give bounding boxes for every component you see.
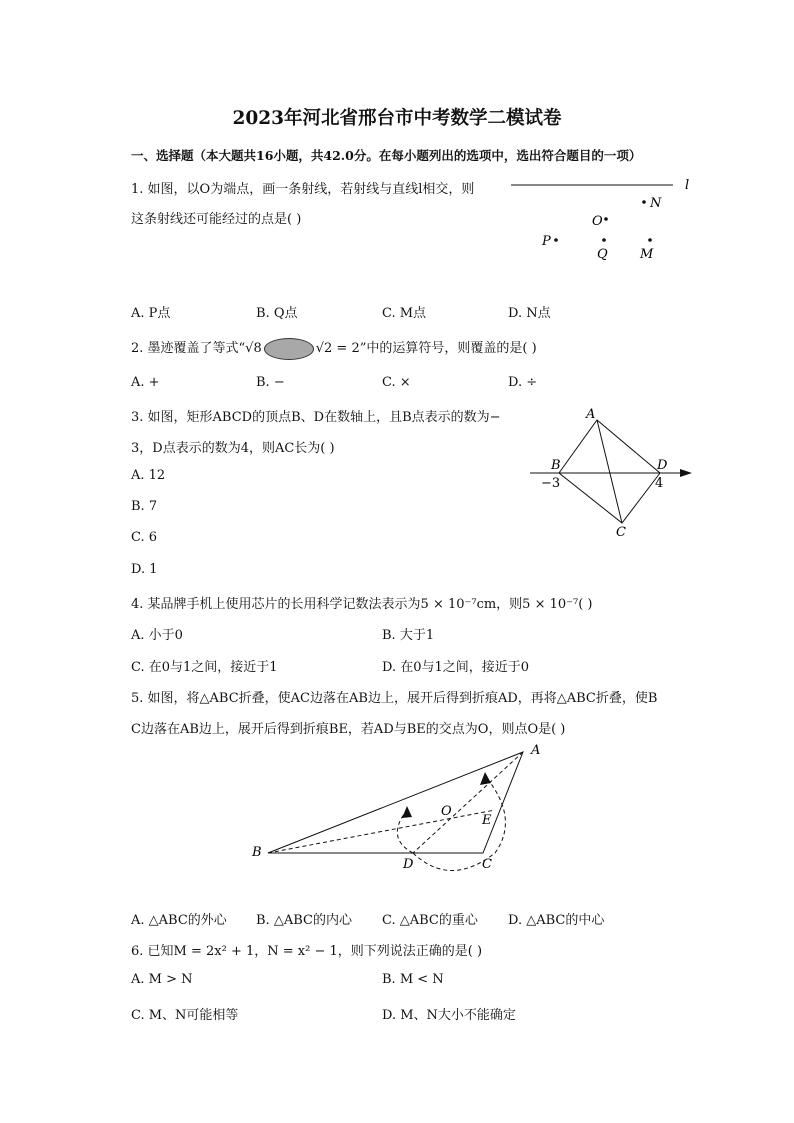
q1-option-d: D. N点 (508, 306, 551, 321)
arrow-head-left (402, 806, 412, 818)
q3-option-b: B. 7 (131, 499, 158, 514)
q1-stem-line2: 这条射线还可能经过的点是( ) (131, 212, 302, 227)
q2-stem-pre: 2. 墨迹覆盖了等式“√8 (131, 341, 262, 356)
diagonal-ac (597, 420, 622, 523)
q1-option-a: A. P点 (131, 306, 171, 321)
arrow-head-right (480, 772, 491, 785)
point-o (604, 217, 608, 221)
q1-figure (505, 172, 705, 267)
q5-stem-line1: 5. 如图，将△ABC折叠，使AC边落在AB边上，展开后得到折痕AD，再将△ABC折叠，使B (131, 691, 658, 706)
fold-ad (413, 752, 523, 853)
q3-option-a: A. 12 (131, 468, 166, 483)
label-d: D (657, 458, 668, 473)
label-l: l (685, 178, 690, 193)
tick-d-value: 4 (655, 476, 664, 491)
q5-option-d: D. △ABC的中心 (508, 913, 605, 928)
label-n: N (650, 196, 662, 211)
section-heading: 一、选择题（本大题共16小题，共42.0分。在每小题列出的选项中，选出符合题目的一项） (131, 148, 642, 163)
label-a: A (531, 743, 541, 758)
q6-option-d: D. M、N大小不能确定 (382, 1008, 516, 1023)
q2-option-d: D. ÷ (508, 375, 538, 390)
q5-option-c: C. △ABC的重心 (382, 913, 478, 928)
q5-stem-line2: C边落在AB边上，展开后得到折痕BE，若AD与BE的交点为O，则点O是( ) (131, 722, 566, 737)
label-o: O (441, 804, 452, 819)
q5-figure (245, 738, 555, 873)
q2-option-a: A. + (131, 375, 160, 390)
label-m: M (640, 247, 654, 262)
q6-option-c: C. M、N可能相等 (131, 1008, 239, 1023)
q2-stem-post: √2 = 2”中的运算符号，则覆盖的是( ) (315, 341, 537, 356)
q2-option-b: B. − (256, 375, 285, 390)
label-q: Q (597, 247, 608, 262)
label-c: C (482, 857, 492, 872)
label-e: E (482, 813, 492, 828)
ink-blot (264, 338, 314, 360)
point-m (648, 238, 652, 242)
point-q (602, 238, 606, 242)
q3-option-d: D. 1 (131, 562, 158, 577)
q4-stem: 4. 某品牌手机上使用芯片的长用科学记数法表示为5 × 10⁻⁷cm，则5 × 10⁻⁷( ) (131, 597, 593, 612)
fold-be (268, 810, 495, 853)
q5-option-a: A. △ABC的外心 (131, 913, 227, 928)
q3-option-c: C. 6 (131, 530, 158, 545)
q3-stem-line1: 3. 如图，矩形ABCD的顶点B、D在数轴上，且B点表示的数为− (131, 410, 501, 425)
triangle-abc (268, 752, 523, 853)
q4-option-a: A. 小于0 (131, 628, 183, 643)
label-b: B (252, 845, 262, 860)
q6-option-a: A. M > N (131, 972, 193, 987)
point-p (554, 238, 558, 242)
label-a: A (586, 407, 596, 422)
q2-option-c: C. × (382, 375, 411, 390)
point-n (642, 200, 646, 204)
tick-b-value: −3 (541, 476, 561, 491)
q6-option-b: B. M < N (382, 972, 444, 987)
q1-option-c: C. M点 (382, 306, 427, 321)
q5-option-b: B. △ABC的内心 (256, 913, 352, 928)
q1-stem-line1: 1. 如图，以O为端点，画一条射线，若射线与直线l相交，则 (131, 182, 475, 197)
q3-stem-line2: 3，D点表示的数为4，则AC长为( ) (131, 441, 335, 456)
axis-arrow (680, 469, 692, 477)
label-c: C (616, 525, 626, 540)
label-p: P (542, 234, 551, 249)
page-title: 2023年河北省邢台市中考数学二模试卷 (232, 108, 562, 129)
label-o: O (592, 214, 603, 229)
label-b: B (551, 458, 561, 473)
q4-option-c: C. 在0与1之间，接近于1 (131, 660, 278, 675)
q6-stem: 6. 已知M = 2x² + 1，N = x² − 1，则下列说法正确的是( ) (131, 944, 483, 959)
q1-option-b: B. Q点 (256, 306, 298, 321)
q4-option-b: B. 大于1 (382, 628, 435, 643)
q3-figure (530, 403, 700, 543)
label-d: D (403, 857, 414, 872)
q4-option-d: D. 在0与1之间，接近于0 (382, 660, 530, 675)
q2-stem (131, 337, 537, 360)
